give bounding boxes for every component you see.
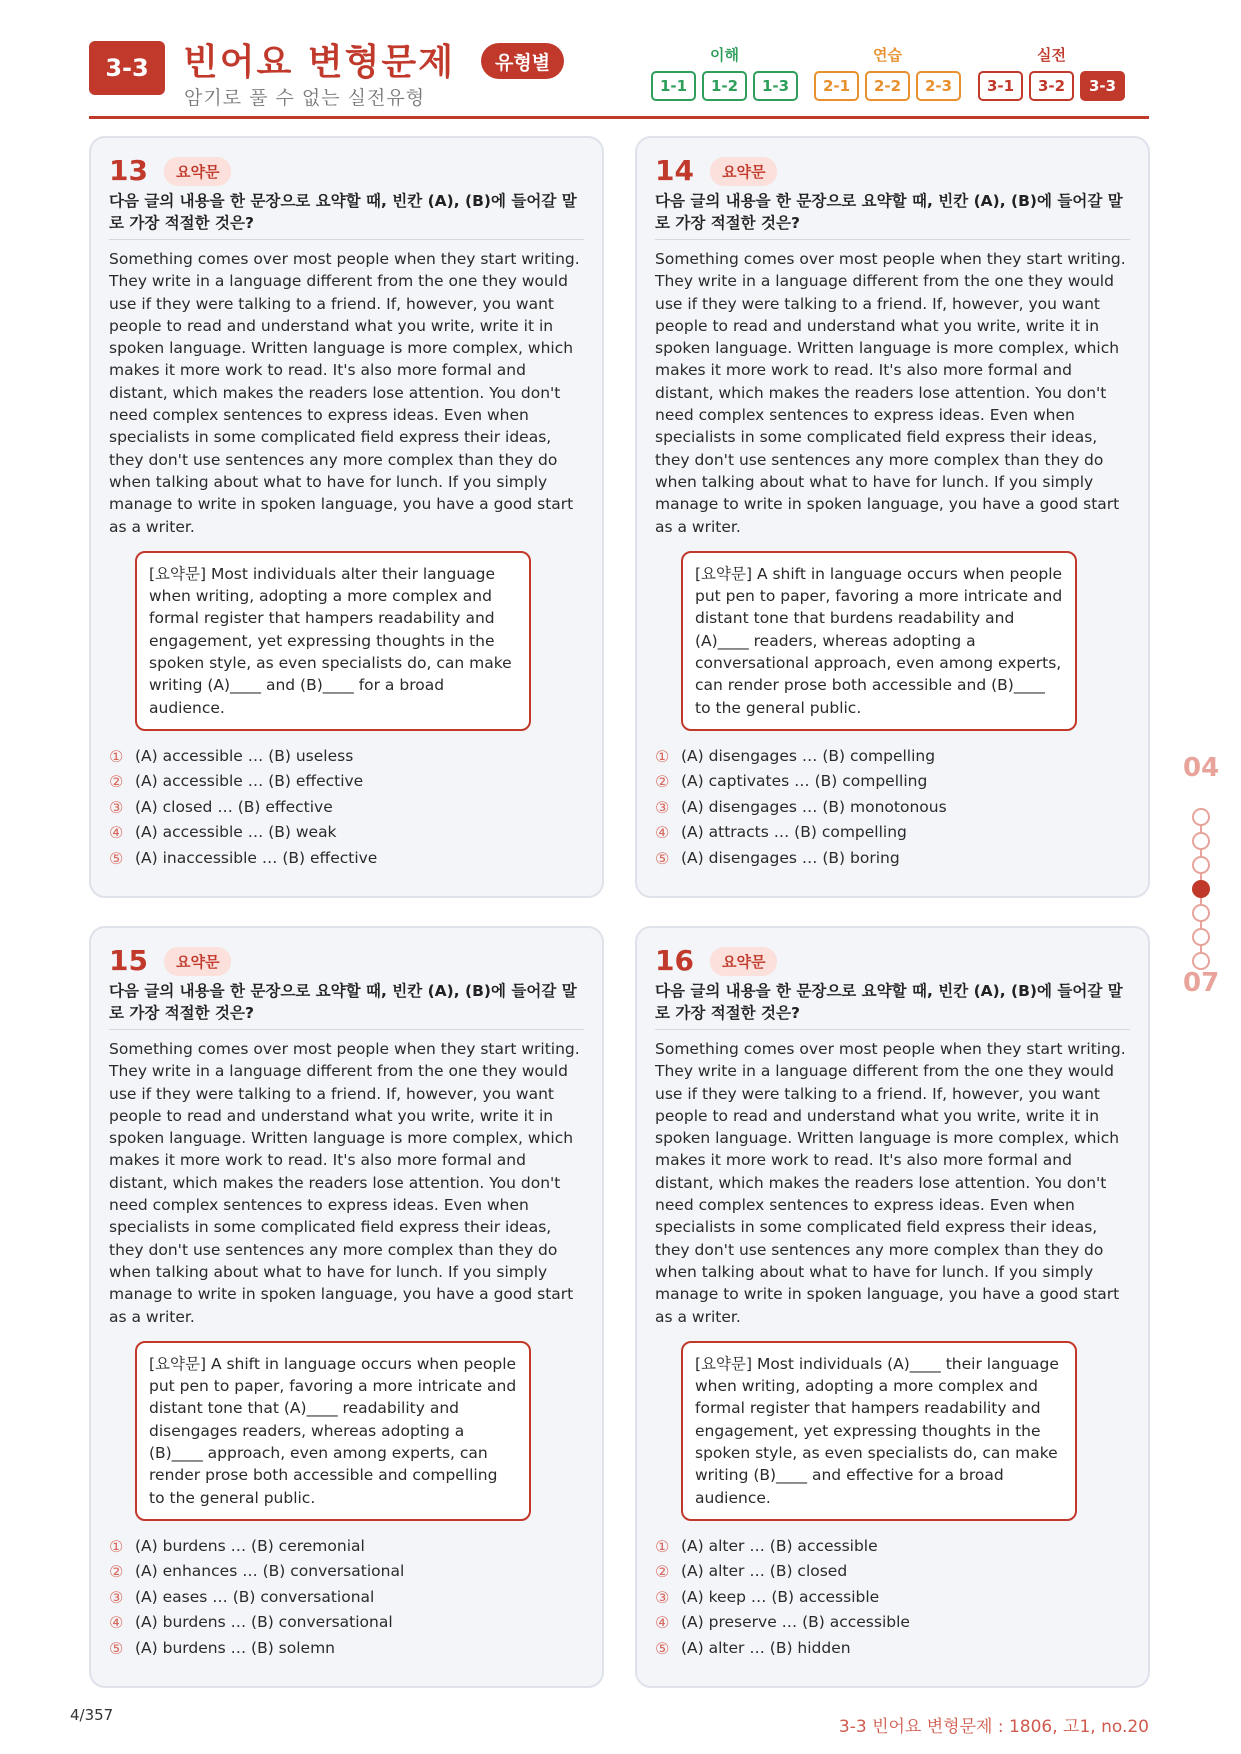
option-number: ② [109,1562,124,1582]
answer-option[interactable] [109,846,584,872]
option-text: (A) accessible … (B) useless [135,746,354,765]
answer-option[interactable] [655,1559,1130,1585]
option-number: ④ [109,823,124,843]
level-label: 실전 [1037,46,1066,64]
answer-options [655,744,1130,872]
question-passage: Something comes over most people when they start writing. They write in a language different from the one they would use if they were talking to a friend. If, however, you want people to read and understand what you write, write it in spoken language. Written language is more complex, which makes it more work to read. It's also more formal and distant, which makes the readers lose attention. You don't need complex sentences to express ideas. Even when specialists in some complicated field express their ideas, they don't use sentences any more complex than they do when talking about what to have for lunch. If you simply manage to write in spoken language, you have a good start as a writer. [655,1040,1126,1326]
option-text: (A) enhances … (B) conversational [135,1562,405,1581]
answer-option[interactable] [109,744,584,770]
option-number: ③ [655,797,670,817]
level-chip-3-1[interactable]: 3-1 [978,71,1023,101]
option-number: ④ [655,1613,670,1633]
answer-options [655,1534,1130,1662]
answer-option[interactable] [655,1534,1130,1560]
level-chip-3-3[interactable]: 3-3 [1080,71,1125,101]
summary-box: [요약문] Most individuals alter their language when writing, adopting a more complex and formal register that hampers readability and engagement, yet expressing thoughts in the spoken style, as even specialists do, can make writing (A)____ and (B)____ for a broad audience. [135,551,531,731]
option-number: ① [655,746,670,766]
question-number: 13 [109,154,148,187]
option-number: ③ [655,1587,670,1607]
level-group-understand [651,44,798,101]
question-instruction: 다음 글의 내용을 한 문장으로 요약할 때, 빈칸 (A), (B)에 들어갈 말로 가장 적절한 것은? [655,190,1130,240]
answer-option[interactable] [109,820,584,846]
option-number: ④ [655,823,670,843]
tracker-dot[interactable] [1192,832,1210,850]
answer-option[interactable] [655,769,1130,795]
question-type-tag: 요약문 [710,947,777,976]
answer-option[interactable] [109,795,584,821]
answer-option[interactable] [109,769,584,795]
level-chip-1-3[interactable]: 1-3 [753,71,798,101]
type-pill: 유형별 [481,43,564,79]
answer-option[interactable] [109,1585,584,1611]
option-number: ② [655,772,670,792]
answer-option[interactable] [655,820,1130,846]
option-number: ⑤ [655,1638,670,1658]
footer-source: 3-3 빈어요 변형문제 : 1806, 고1, no.20 [838,1717,1149,1737]
tracker-dot-active[interactable] [1192,880,1210,898]
answer-option[interactable] [655,1610,1130,1636]
level-group-real [978,44,1125,101]
question-passage: Something comes over most people when they start writing. They write in a language different from the one they would use if they were talking to a friend. If, however, you want people to read and understand what you write, write it in spoken language. Written language is more complex, which makes it more work to read. It's also more formal and distant, which makes the readers lose attention. You don't need complex sentences to express ideas. Even when specialists in some complicated field express their ideas, they don't use sentences any more complex than they do when talking about what to have for lunch. If you simply manage to write in spoken language, you have a good start as a writer. [109,1040,580,1326]
answer-option[interactable] [655,846,1130,872]
tracker-dot[interactable] [1192,904,1210,922]
answer-option[interactable] [655,795,1130,821]
option-number: ③ [109,1587,124,1607]
section-badge: 3-3 [89,41,165,95]
level-chip-2-3[interactable]: 2-3 [916,71,961,101]
tracker-dot[interactable] [1192,928,1210,946]
question-card-16 [635,926,1150,1688]
level-label: 연습 [873,46,902,64]
option-text: (A) inaccessible … (B) effective [135,848,378,867]
question-card-15 [89,926,604,1688]
question-type-tag: 요약문 [164,947,231,976]
answer-options [109,744,584,872]
question-type-tag: 요약문 [164,157,231,186]
option-text: (A) alter … (B) closed [681,1562,848,1581]
option-number: ② [655,1562,670,1582]
answer-option[interactable] [655,744,1130,770]
option-number: ① [109,746,124,766]
option-text: (A) disengages … (B) monotonous [681,797,947,816]
option-text: (A) disengages … (B) boring [681,848,900,867]
option-number: ③ [109,797,124,817]
answer-option[interactable] [655,1636,1130,1662]
option-number: ① [655,1536,670,1556]
question-instruction: 다음 글의 내용을 한 문장으로 요약할 때, 빈칸 (A), (B)에 들어갈 말로 가장 적절한 것은? [655,980,1130,1030]
level-chip-2-1[interactable]: 2-1 [814,71,859,101]
tracker-dot[interactable] [1192,856,1210,874]
option-text: (A) eases … (B) conversational [135,1587,375,1606]
question-passage: Something comes over most people when they start writing. They write in a language different from the one they would use if they were talking to a friend. If, however, you want people to read and understand what you write, write it in spoken language. Written language is more complex, which makes it more work to read. It's also more formal and distant, which makes the readers lose attention. You don't need complex sentences to express ideas. Even when specialists in some complicated field express their ideas, they don't use sentences any more complex than they do when talking about what to have for lunch. If you simply manage to write in spoken language, you have a good start as a writer. [109,250,580,536]
option-number: ⑤ [109,1638,124,1658]
answer-option[interactable] [109,1636,584,1662]
option-number: ⑤ [109,848,124,868]
tracker-end-label: 07 [1183,968,1220,998]
option-number: ⑤ [655,848,670,868]
level-chip-3-2[interactable]: 3-2 [1029,71,1074,101]
option-text: (A) alter … (B) hidden [681,1638,851,1657]
option-text: (A) closed … (B) effective [135,797,333,816]
option-text: (A) burdens … (B) ceremonial [135,1536,365,1555]
option-text: (A) disengages … (B) compelling [681,746,936,765]
question-card-14 [635,136,1150,898]
tracker-start-label: 04 [1183,753,1220,783]
option-number: ④ [109,1613,124,1633]
answer-option[interactable] [655,1585,1130,1611]
option-text: (A) attracts … (B) compelling [681,823,907,842]
option-text: (A) burdens … (B) conversational [135,1613,393,1632]
option-text: (A) alter … (B) accessible [681,1536,878,1555]
tracker-dot[interactable] [1192,808,1210,826]
level-chip-2-2[interactable]: 2-2 [865,71,910,101]
question-instruction: 다음 글의 내용을 한 문장으로 요약할 때, 빈칸 (A), (B)에 들어갈 말로 가장 적절한 것은? [109,190,584,240]
summary-box: [요약문] Most individuals (A)____ their language when writing, adopting a more complex and formal register that hampers readability and engagement, yet expressing thoughts in the spoken style, as even specialists do, can make writing (B)____ and effective for a broad audience. [681,1341,1077,1521]
question-type-tag: 요약문 [710,157,777,186]
level-label: 이해 [710,46,739,64]
option-text: (A) accessible … (B) effective [135,772,364,791]
answer-options [109,1534,584,1662]
option-text: (A) keep … (B) accessible [681,1587,880,1606]
option-text: (A) burdens … (B) solemn [135,1638,335,1657]
page-subtitle: 암기로 풀 수 없는 실전유형 [184,87,426,109]
question-number: 16 [655,944,694,977]
level-chip-1-2[interactable]: 1-2 [702,71,747,101]
answer-option[interactable] [109,1534,584,1560]
summary-box: [요약문] A shift in language occurs when people put pen to paper, favoring a more intricate and distant tone that (A)____ readability and disengages readers, whereas adopting a (B)____ approach, even among experts, can render prose both accessible and compelling to the general public. [135,1341,531,1521]
option-number: ② [109,772,124,792]
option-text: (A) captivates … (B) compelling [681,772,928,791]
question-number: 14 [655,154,694,187]
page-title: 빈어요 변형문제 [183,42,455,83]
option-text: (A) accessible … (B) weak [135,823,337,842]
question-passage: Something comes over most people when they start writing. They write in a language different from the one they would use if they were talking to a friend. If, however, you want people to read and understand what you write, write it in spoken language. Written language is more complex, which makes it more work to read. It's also more formal and distant, which makes the readers lose attention. You don't need complex sentences to express ideas. Even when specialists in some complicated field express their ideas, they don't use sentences any more complex than they do when talking about what to have for lunch. If you simply manage to write in spoken language, you have a good start as a writer. [655,250,1126,536]
option-text: (A) preserve … (B) accessible [681,1613,910,1632]
page-number: 4/357 [70,1706,114,1724]
question-card-13 [89,136,604,898]
answer-option[interactable] [109,1610,584,1636]
header-divider [89,116,1149,119]
answer-option[interactable] [109,1559,584,1585]
option-number: ① [109,1536,124,1556]
level-group-practice [814,44,961,101]
question-instruction: 다음 글의 내용을 한 문장으로 요약할 때, 빈칸 (A), (B)에 들어갈 말로 가장 적절한 것은? [109,980,584,1030]
question-number: 15 [109,944,148,977]
summary-box: [요약문] A shift in language occurs when people put pen to paper, favoring a more intricate and distant tone that burdens readability and (A)____ readers, whereas adopting a conversational approach, even among experts, can render prose both accessible and (B)____ to the general public. [681,551,1077,731]
level-chip-1-1[interactable]: 1-1 [651,71,696,101]
